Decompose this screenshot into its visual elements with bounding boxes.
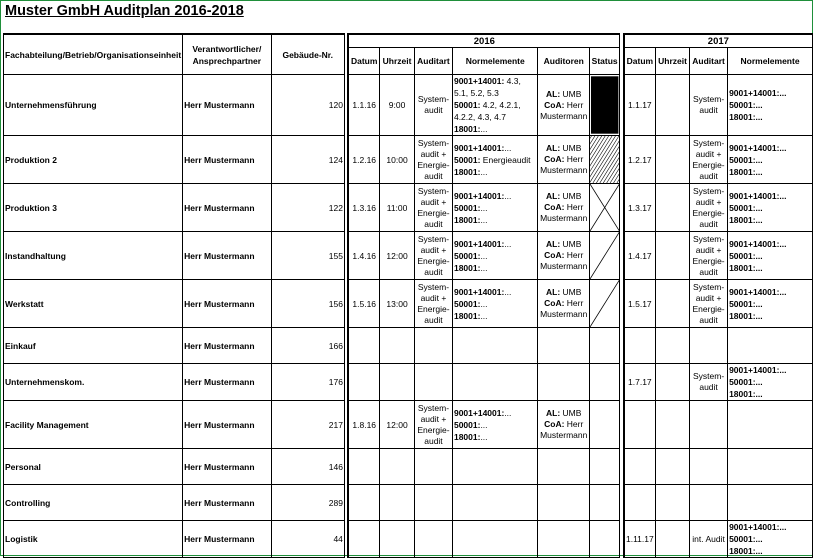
auditors-2016-cell xyxy=(538,485,589,521)
audit-type-2016-cell xyxy=(414,328,452,364)
building-cell: 120 xyxy=(271,75,344,136)
auditors-2016-cell: AL: UMB CoA: Herr Mustermann xyxy=(538,75,589,136)
audit-type-2016-cell: System-audit + Energie-audit xyxy=(414,136,452,184)
responsible-cell: Herr Mustermann xyxy=(183,364,271,401)
status-2016-cell xyxy=(589,75,619,136)
date-2016-cell: 1.3.16 xyxy=(348,184,379,232)
audit-type-2017-cell: System-audit xyxy=(690,75,728,136)
time-2017-cell xyxy=(655,232,689,280)
audit-type-2016-cell xyxy=(414,521,452,558)
norm-elements-2017-cell: 9001+14001:... 50001:... 18001:... xyxy=(728,75,813,136)
norm-elements-2017-cell xyxy=(728,449,813,485)
status-2016-cell xyxy=(589,280,619,328)
status-marker-cross xyxy=(590,184,619,231)
table-row xyxy=(4,449,813,485)
header-norm-2016: Normelemente xyxy=(452,48,538,75)
status-2016-cell xyxy=(589,449,619,485)
norm-elements-2016-cell xyxy=(452,364,538,401)
status-2016-cell xyxy=(589,136,619,184)
dept-cell: Facility Management xyxy=(4,401,183,449)
date-2017-cell: 1.1.17 xyxy=(624,75,656,136)
norm-elements-2016-cell: 9001+14001:... 50001:... 18001:... xyxy=(452,280,538,328)
norm-elements-2017-cell xyxy=(728,485,813,521)
header-type-2016: Auditart xyxy=(414,48,452,75)
audit-type-2017-cell xyxy=(690,328,728,364)
auditors-2016-cell xyxy=(538,521,589,558)
header-year-2017: 2017 xyxy=(624,34,813,48)
time-2016-cell xyxy=(380,485,415,521)
responsible-cell: Herr Mustermann xyxy=(183,449,271,485)
header-year-2016: 2016 xyxy=(348,34,620,48)
header-norm-2017: Normelemente xyxy=(728,48,813,75)
building-cell: 124 xyxy=(271,136,344,184)
date-2017-cell: 1.7.17 xyxy=(624,364,656,401)
date-2017-cell: 1.4.17 xyxy=(624,232,656,280)
date-2017-cell xyxy=(624,485,656,521)
dept-cell: Produktion 2 xyxy=(4,136,183,184)
time-2016-cell: 10:00 xyxy=(380,136,415,184)
status-2016-cell xyxy=(589,364,619,401)
auditors-2016-cell xyxy=(538,364,589,401)
audit-type-2017-cell: System-audit + Energie-audit xyxy=(690,184,728,232)
norm-elements-2016-cell: 9001+14001:... 50001:... 18001:... xyxy=(452,401,538,449)
audit-type-2017-cell: int. Audit xyxy=(690,521,728,558)
table-row xyxy=(4,521,813,558)
auditors-2016-cell: AL: UMB CoA: Herr Mustermann xyxy=(538,401,589,449)
dept-cell: Controlling xyxy=(4,485,183,521)
building-cell: 122 xyxy=(271,184,344,232)
date-2017-cell xyxy=(624,328,656,364)
table-row xyxy=(4,328,813,364)
norm-elements-2017-cell: 9001+14001:... 50001:... 18001:... xyxy=(728,521,813,558)
norm-elements-2016-cell: 9001+14001:... 50001: Energieaudit 18001:... xyxy=(452,136,538,184)
time-2017-cell xyxy=(655,485,689,521)
table-row xyxy=(4,232,813,280)
audit-type-2017-cell xyxy=(690,401,728,449)
responsible-cell: Herr Mustermann xyxy=(183,136,271,184)
time-2016-cell: 11:00 xyxy=(380,184,415,232)
audit-type-2016-cell: System-audit + Energie-audit xyxy=(414,401,452,449)
norm-elements-2016-cell xyxy=(452,485,538,521)
norm-elements-2017-cell: 9001+14001:... 50001:... 18001:... xyxy=(728,280,813,328)
dept-cell: Unternehmensführung xyxy=(4,75,183,136)
table-row xyxy=(4,184,813,232)
time-2016-cell: 9:00 xyxy=(380,75,415,136)
status-2016-cell xyxy=(589,232,619,280)
norm-elements-2017-cell xyxy=(728,328,813,364)
auditors-2016-cell: AL: UMB CoA: Herr Mustermann xyxy=(538,232,589,280)
table-row xyxy=(4,136,813,184)
audit-type-2017-cell: System-audit xyxy=(690,364,728,401)
dept-cell: Personal xyxy=(4,449,183,485)
norm-elements-2017-cell: 9001+14001:... 50001:... 18001:... xyxy=(728,364,813,401)
time-2017-cell xyxy=(655,75,689,136)
responsible-cell: Herr Mustermann xyxy=(183,184,271,232)
date-2016-cell xyxy=(348,328,379,364)
date-2016-cell: 1.4.16 xyxy=(348,232,379,280)
audit-type-2017-cell: System-audit + Energie-audit xyxy=(690,232,728,280)
audit-type-2016-cell: System-audit + Energie-audit xyxy=(414,232,452,280)
status-marker-hatch xyxy=(590,136,619,183)
time-2017-cell xyxy=(655,328,689,364)
time-2016-cell xyxy=(380,364,415,401)
norm-elements-2016-cell xyxy=(452,328,538,364)
building-cell: 155 xyxy=(271,232,344,280)
date-2017-cell: 1.5.17 xyxy=(624,280,656,328)
building-cell: 289 xyxy=(271,485,344,521)
date-2017-cell: 1.11.17 xyxy=(624,521,656,558)
status-2016-cell xyxy=(589,184,619,232)
norm-elements-2017-cell: 9001+14001:... 50001:... 18001:... xyxy=(728,232,813,280)
table-row xyxy=(4,485,813,521)
time-2017-cell xyxy=(655,401,689,449)
audit-type-2016-cell: System-audit xyxy=(414,75,452,136)
building-cell: 44 xyxy=(271,521,344,558)
dept-cell: Einkauf xyxy=(4,328,183,364)
audit-type-2016-cell xyxy=(414,364,452,401)
date-2016-cell: 1.5.16 xyxy=(348,280,379,328)
time-2016-cell: 12:00 xyxy=(380,232,415,280)
status-2016-cell xyxy=(589,401,619,449)
norm-elements-2016-cell xyxy=(452,449,538,485)
date-2017-cell xyxy=(624,449,656,485)
norm-elements-2017-cell: 9001+14001:... 50001:... 18001:... xyxy=(728,136,813,184)
norm-elements-2016-cell xyxy=(452,521,538,558)
time-2017-cell xyxy=(655,364,689,401)
norm-elements-2016-cell: 9001+14001:... 50001:... 18001:... xyxy=(452,184,538,232)
auditors-2016-cell: AL: UMB CoA: Herr Mustermann xyxy=(538,184,589,232)
header-responsible: Verantwortlicher/ Ansprechpartner xyxy=(183,34,271,75)
table-row xyxy=(4,75,813,136)
header-time-2017: Uhrzeit xyxy=(655,48,689,75)
dept-cell: Logistik xyxy=(4,521,183,558)
responsible-cell: Herr Mustermann xyxy=(183,328,271,364)
audit-type-2017-cell: System-audit + Energie-audit xyxy=(690,280,728,328)
audit-plan-table xyxy=(3,33,813,558)
date-2016-cell xyxy=(348,364,379,401)
table-row xyxy=(4,280,813,328)
date-2016-cell xyxy=(348,521,379,558)
building-cell: 176 xyxy=(271,364,344,401)
table-row xyxy=(4,364,813,401)
responsible-cell: Herr Mustermann xyxy=(183,232,271,280)
time-2017-cell xyxy=(655,449,689,485)
audit-type-2016-cell: System-audit + Energie-audit xyxy=(414,280,452,328)
status-marker-slash xyxy=(590,280,619,327)
header-dept: Fachabteilung/Betrieb/Organisationseinheit xyxy=(4,34,183,75)
header-building: Gebäude-Nr. xyxy=(271,34,344,75)
responsible-cell: Herr Mustermann xyxy=(183,485,271,521)
audit-type-2016-cell xyxy=(414,449,452,485)
date-2016-cell: 1.1.16 xyxy=(348,75,379,136)
header-auditor-2016: Auditoren xyxy=(538,48,589,75)
auditors-2016-cell xyxy=(538,449,589,485)
header-status-2016: Status xyxy=(589,48,619,75)
status-2016-cell xyxy=(589,521,619,558)
time-2016-cell xyxy=(380,328,415,364)
time-2016-cell: 13:00 xyxy=(380,280,415,328)
building-cell: 217 xyxy=(271,401,344,449)
responsible-cell: Herr Mustermann xyxy=(183,75,271,136)
norm-elements-2017-cell xyxy=(728,401,813,449)
norm-elements-2017-cell: 9001+14001:... 50001:... 18001:... xyxy=(728,184,813,232)
date-2017-cell xyxy=(624,401,656,449)
dept-cell: Unternehmenskom. xyxy=(4,364,183,401)
date-2016-cell xyxy=(348,485,379,521)
dept-cell: Werkstatt xyxy=(4,280,183,328)
header-time-2016: Uhrzeit xyxy=(380,48,415,75)
header-date-2016: Datum xyxy=(348,48,379,75)
status-marker-slash xyxy=(590,232,619,279)
audit-type-2016-cell xyxy=(414,485,452,521)
audit-type-2017-cell: System-audit + Energie-audit xyxy=(690,136,728,184)
status-2016-cell xyxy=(589,485,619,521)
auditors-2016-cell xyxy=(538,328,589,364)
building-cell: 156 xyxy=(271,280,344,328)
responsible-cell: Herr Mustermann xyxy=(183,401,271,449)
table-row xyxy=(4,401,813,449)
page-title: Muster GmbH Auditplan 2016-2018 xyxy=(5,3,244,19)
date-2017-cell: 1.2.17 xyxy=(624,136,656,184)
time-2017-cell xyxy=(655,521,689,558)
norm-elements-2016-cell: 9001+14001:... 50001:... 18001:... xyxy=(452,232,538,280)
date-2016-cell: 1.8.16 xyxy=(348,401,379,449)
dept-cell: Produktion 3 xyxy=(4,184,183,232)
time-2017-cell xyxy=(655,280,689,328)
norm-elements-2016-cell: 9001+14001: 4.3, 5.1, 5.2, 5.3 50001: 4.2, 4.2.1, 4.2.2, 4.3, 4.7 18001:... xyxy=(452,75,538,136)
responsible-cell: Herr Mustermann xyxy=(183,521,271,558)
date-2016-cell xyxy=(348,449,379,485)
audit-type-2017-cell xyxy=(690,485,728,521)
status-marker-full xyxy=(590,75,619,135)
building-cell: 146 xyxy=(271,449,344,485)
time-2016-cell xyxy=(380,449,415,485)
audit-type-2017-cell xyxy=(690,449,728,485)
building-cell: 166 xyxy=(271,328,344,364)
date-2016-cell: 1.2.16 xyxy=(348,136,379,184)
time-2017-cell xyxy=(655,184,689,232)
time-2016-cell xyxy=(380,521,415,558)
time-2017-cell xyxy=(655,136,689,184)
status-2016-cell xyxy=(589,328,619,364)
audit-type-2016-cell: System-audit + Energie-audit xyxy=(414,184,452,232)
header-date-2017: Datum xyxy=(624,48,656,75)
header-type-2017: Auditart xyxy=(690,48,728,75)
date-2017-cell: 1.3.17 xyxy=(624,184,656,232)
time-2016-cell: 12:00 xyxy=(380,401,415,449)
responsible-cell: Herr Mustermann xyxy=(183,280,271,328)
dept-cell: Instandhaltung xyxy=(4,232,183,280)
auditors-2016-cell: AL: UMB CoA: Herr Mustermann xyxy=(538,280,589,328)
auditors-2016-cell: AL: UMB CoA: Herr Mustermann xyxy=(538,136,589,184)
